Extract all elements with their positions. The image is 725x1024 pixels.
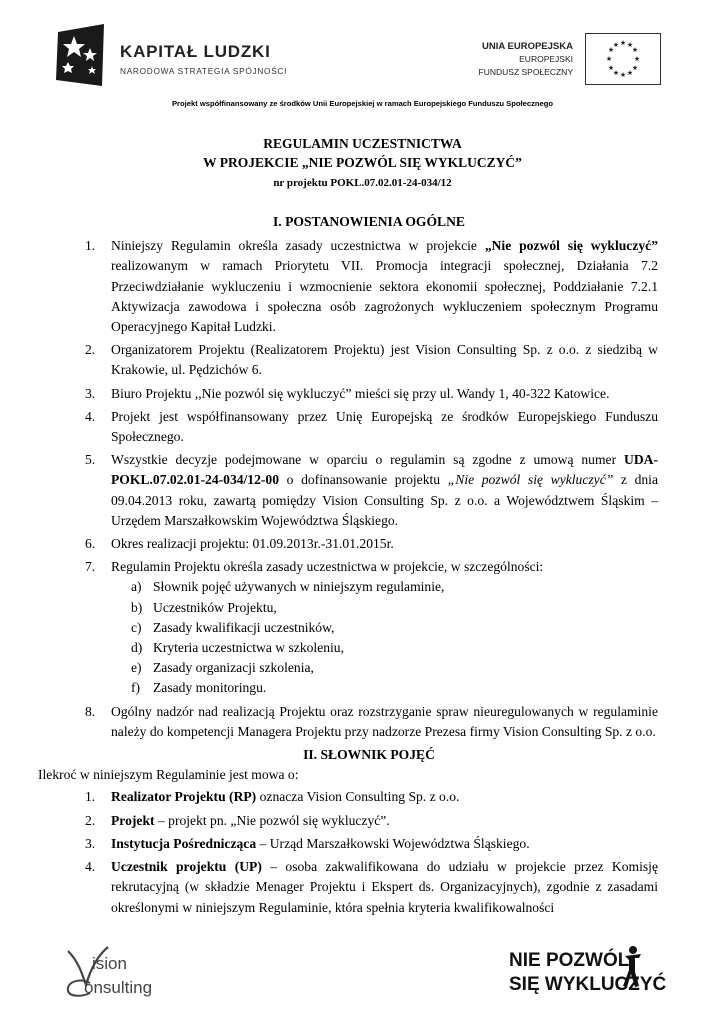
glossary-term: Projekt: [111, 812, 155, 828]
item-text: o dofinansowanie projektu: [279, 472, 448, 488]
document-title: REGULAMIN UCZESTNICTWA: [263, 136, 462, 151]
svg-text:★: ★: [607, 64, 615, 72]
sub-list-item: [111, 598, 658, 618]
item-number: 3.: [85, 835, 96, 851]
sub-item-text: Uczestników Projektu,: [153, 599, 277, 615]
section-heading-glossary: II. SŁOWNIK POJĘĆ: [303, 747, 435, 763]
glossary-intro: Ilekroć w niniejszym Regulaminie jest mowa o:: [38, 767, 299, 783]
svg-text:★: ★: [607, 46, 615, 54]
list-item: [80, 450, 658, 531]
sub-item-letter: f): [131, 680, 141, 696]
item-text: Ogólny nadzór nad realizacją Projektu oraz rozstrzyganie spraw nieuregulowanych w regulaminie należy do kompetencji Managera Projektu przy nadzorze Prezesa firmy Vision Consulting Sp. z o.o.: [111, 703, 658, 739]
svg-text:★: ★: [631, 46, 639, 54]
list-item: [80, 340, 658, 380]
glossary-term: Instytucja Pośrednicząca: [111, 835, 257, 851]
item-bold-text: „Nie pozwól się wykluczyć”: [484, 238, 658, 254]
item-number: 5.: [85, 452, 96, 468]
kapital-ludzki-subtitle: NARODOWA STRATEGIA SPÓJNOŚCI: [120, 66, 288, 76]
list-item: [80, 384, 658, 404]
svg-text:★: ★: [619, 71, 627, 79]
item-number: 1.: [85, 789, 96, 805]
item-text: Biuro Projektu ,,Nie pozwól się wykluczyć” mieści się przy ul. Wandy 1, 40-322 Katowice.: [111, 385, 610, 401]
list-item: [80, 811, 658, 831]
sub-item-letter: d): [131, 640, 143, 656]
sub-list-item: [111, 678, 658, 698]
item-number: 7.: [85, 559, 96, 575]
glossary-term: Realizator Projektu (RP): [111, 789, 257, 805]
project-number: nr projektu POKL.07.02.01-24-034/12: [273, 177, 452, 189]
sub-list-item: [111, 658, 658, 678]
svg-text:★: ★: [626, 41, 634, 49]
glossary-definition: – Urząd Marszałkowski Województwa Śląskiego.: [256, 835, 530, 851]
np-line1: NIE POZWÓL: [509, 950, 630, 971]
eu-line3: FUNDUSZ SPOŁECZNY: [478, 67, 573, 77]
document-subtitle: W PROJEKCIE „NIE POZWÓL SIĘ WYKLUCZYĆ”: [203, 155, 522, 170]
eu-label: [479, 40, 573, 79]
item-text: realizowanym w ramach Priorytetu VII. Promocja integracji społecznej, Działania 7.2 Przeciwdziałanie wykluczeniu i wzmocnienie sektora ekonomii społecznej, Poddziałanie 7.2.1 Aktywizacja zawodowa i społeczna osób zagrożonych wykluczeniem społecznym Programu Operacyjnego Kapitał Ludzki.: [111, 258, 658, 335]
consulting-text: onsulting: [84, 978, 153, 997]
sub-list: [111, 577, 658, 698]
svg-text:★: ★: [612, 69, 620, 77]
list-item: [80, 236, 658, 337]
glossary-list: [80, 787, 658, 917]
item-text: Okres realizacji projektu: 01.09.2013r.-31.01.2015r.: [111, 536, 394, 552]
kapital-ludzki-title: KAPITAŁ LUDZKI: [120, 42, 271, 61]
glossary-definition: – osoba zakwalifikowana do udziału w projekcie przez Komisję rekrutacyjną (w składzie Menager Projektu i Ekspert ds. Organizacyjnych), zgodnie z zasadami określonymi w niniejszym Regulaminie, która spełnia kryteria kwalifikowalności: [111, 859, 658, 915]
item-text: Organizatorem Projektu (Realizatorem Projektu) jest Vision Consulting Sp. z o.o. z siedzibą w Krakowie, ul. Pędzichów 6.: [111, 342, 658, 378]
list-item: [80, 557, 658, 698]
item-number: 2.: [85, 342, 96, 358]
svg-text:★: ★: [626, 69, 634, 77]
svg-text:★: ★: [631, 64, 639, 72]
general-provisions-list: [80, 236, 658, 742]
list-item: [80, 534, 658, 554]
item-number: 6.: [85, 536, 96, 552]
sub-list-item: [111, 618, 658, 638]
sub-item-text: Słownik pojęć używanych w niniejszym regulaminie,: [153, 579, 445, 595]
contract-number: UDA-POKL.07.02.01-24-034/12-00: [111, 452, 658, 488]
project-name-italic: „Nie pozwól się wykluczyć”: [447, 472, 614, 488]
vision-text: ision: [92, 954, 127, 973]
item-number: 4.: [85, 859, 96, 875]
sub-item-letter: c): [131, 619, 142, 635]
sub-item-text: Zasady kwalifikacji uczestników,: [153, 619, 335, 635]
kapital-ludzki-logo: [52, 22, 110, 88]
item-text: z dnia 09.04.2013 roku, zawartą pomiędzy Vision Consulting Sp. z o.o. a Województwem Śląskim – Urzędem Marszałkowskim Województwa Śląskiego.: [111, 472, 658, 528]
glossary-definition: – projekt pn. „Nie pozwól się wykluczyć”.: [154, 812, 390, 828]
item-text: Wszystkie decyzje podejmowane w oparciu o regulamin są zgodne z umową numer: [111, 452, 625, 468]
svg-text:★: ★: [605, 55, 613, 63]
eu-line1: UNIA EUROPEJSKA: [482, 41, 573, 52]
item-number: 8.: [85, 703, 96, 719]
list-item: [80, 407, 658, 447]
item-number: 2.: [85, 812, 96, 828]
svg-text:★: ★: [612, 41, 620, 49]
glossary-definition: oznacza Vision Consulting Sp. z o.o.: [256, 789, 460, 805]
sub-item-letter: a): [131, 579, 142, 595]
list-item: [80, 702, 658, 742]
sub-item-letter: e): [131, 660, 142, 676]
sub-item-letter: b): [131, 599, 143, 615]
nie-pozwol-logo: [505, 942, 667, 1000]
item-text: Projekt jest współfinansowany przez Unię Europejską ze środków Europejskiego Funduszu Społecznego.: [111, 408, 658, 445]
item-number: 3.: [85, 385, 96, 401]
list-item: [80, 787, 658, 807]
cofinance-note: Projekt współfinansowany ze środków Unii Europejskiej w ramach Europejskiego Funduszu Społecznego: [171, 99, 554, 108]
document-body: [38, 212, 658, 921]
sub-item-text: Zasady monitoringu.: [153, 680, 267, 696]
list-item: [80, 857, 658, 918]
item-text: Niniejszy Regulamin określa zasady uczestnictwa w projekcie: [111, 238, 485, 254]
svg-text:★: ★: [619, 39, 627, 47]
np-line2: SIĘ WYKLUCZYĆ: [509, 974, 667, 995]
item-number: 1.: [85, 238, 96, 254]
section-heading-general: I. POSTANOWIENIA OGÓLNE: [273, 214, 465, 229]
sub-list-item: [111, 638, 658, 658]
sub-list-item: [111, 577, 658, 597]
item-number: 4.: [85, 408, 96, 424]
list-item: [80, 834, 658, 854]
eu-flag-icon: [585, 33, 661, 85]
glossary-term: Uczestnik projektu (UP): [111, 859, 262, 875]
eu-line2: EUROPEJSKI: [519, 54, 573, 64]
sub-item-text: Kryteria uczestnictwa w szkoleniu,: [153, 640, 344, 656]
vision-consulting-logo: [60, 943, 170, 999]
sub-item-text: Zasady organizacji szkolenia,: [153, 660, 314, 676]
svg-text:★: ★: [633, 55, 641, 63]
item-text: Regulamin Projektu określa zasady uczestnictwa w projekcie, w szczególności:: [111, 559, 544, 575]
